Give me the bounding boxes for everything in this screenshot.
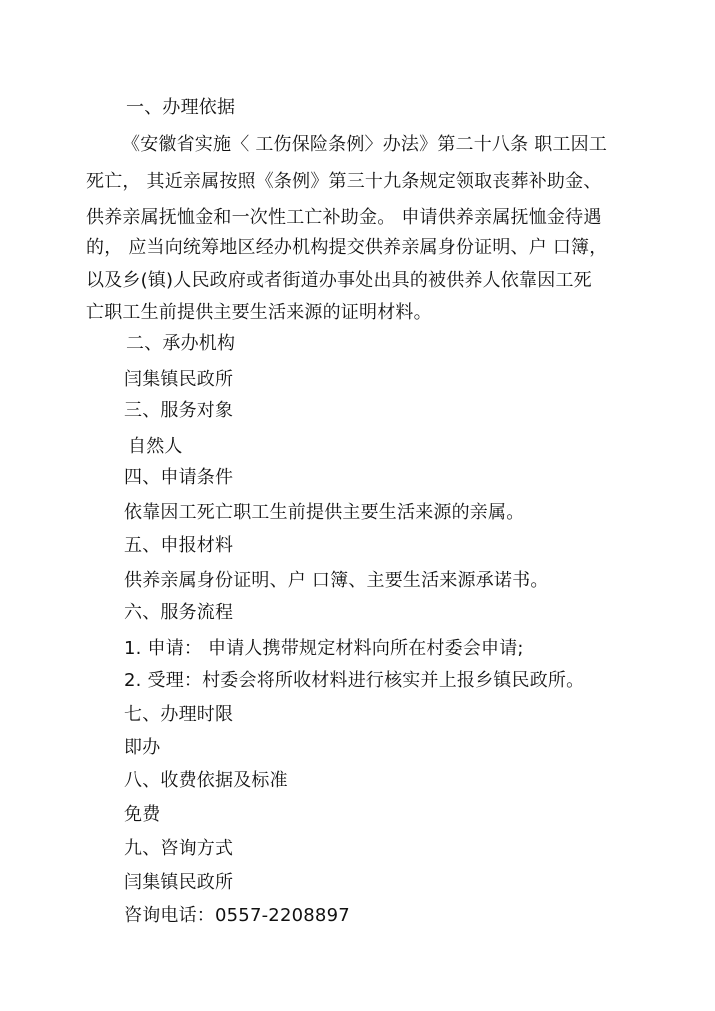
target-content: 自然人 [128, 436, 183, 457]
conditions-content: 依靠因工死亡职工生前提供主要生活来源的亲属。 [124, 502, 525, 523]
contact-phone: 咨询电话：0557-2208897 [124, 905, 350, 926]
agency-content: 闫集镇民政所 [124, 369, 234, 390]
section-heading-target: 三、服务对象 [124, 400, 234, 421]
section-heading-conditions: 四、申请条件 [124, 467, 234, 488]
time-limit-content: 即办 [124, 737, 161, 758]
section-heading-time-limit: 七、办理时限 [124, 704, 234, 725]
section-heading-materials: 五、申报材料 [124, 535, 234, 556]
contact-content: 闫集镇民政所 [124, 872, 234, 893]
basis-body-line: 的， 应当向统筹地区经办机构提交供养亲属身份证明、户 口簿， [86, 237, 608, 258]
basis-body-line: 《安徽省实施〈 工伤保险条例〉办法》第二十八条 职工因工 [122, 134, 608, 155]
section-heading-agency: 二、承办机构 [126, 333, 236, 354]
basis-body-line: 以及乡(镇)人民政府或者街道办事处出具的被供养人依靠因工死 [86, 270, 592, 291]
section-heading-process: 六、服务流程 [124, 602, 234, 623]
section-heading-contact: 九、咨询方式 [124, 838, 234, 859]
fees-content: 免费 [124, 804, 161, 825]
basis-body-line: 供养亲属抚恤金和一次性工亡补助金。 申请供养亲属抚恤金待遇 [86, 207, 602, 228]
process-step: 2. 受理：村委会将所收材料进行核实并上报乡镇民政所。 [124, 670, 585, 691]
section-heading-fees: 八、收费依据及标准 [124, 770, 288, 791]
basis-body-line: 亡职工生前提供主要生活来源的证明材料。 [86, 302, 432, 323]
materials-content: 供养亲属身份证明、户 口簿、主要生活来源承诺书。 [124, 570, 549, 591]
section-heading-basis: 一、办理依据 [126, 97, 236, 118]
process-step: 1. 申请： 申请人携带规定材料向所在村委会申请; [124, 638, 524, 659]
basis-body-line: 死亡， 其近亲属按照《条例》第三十九条规定领取丧葬补助金、 [86, 171, 602, 192]
